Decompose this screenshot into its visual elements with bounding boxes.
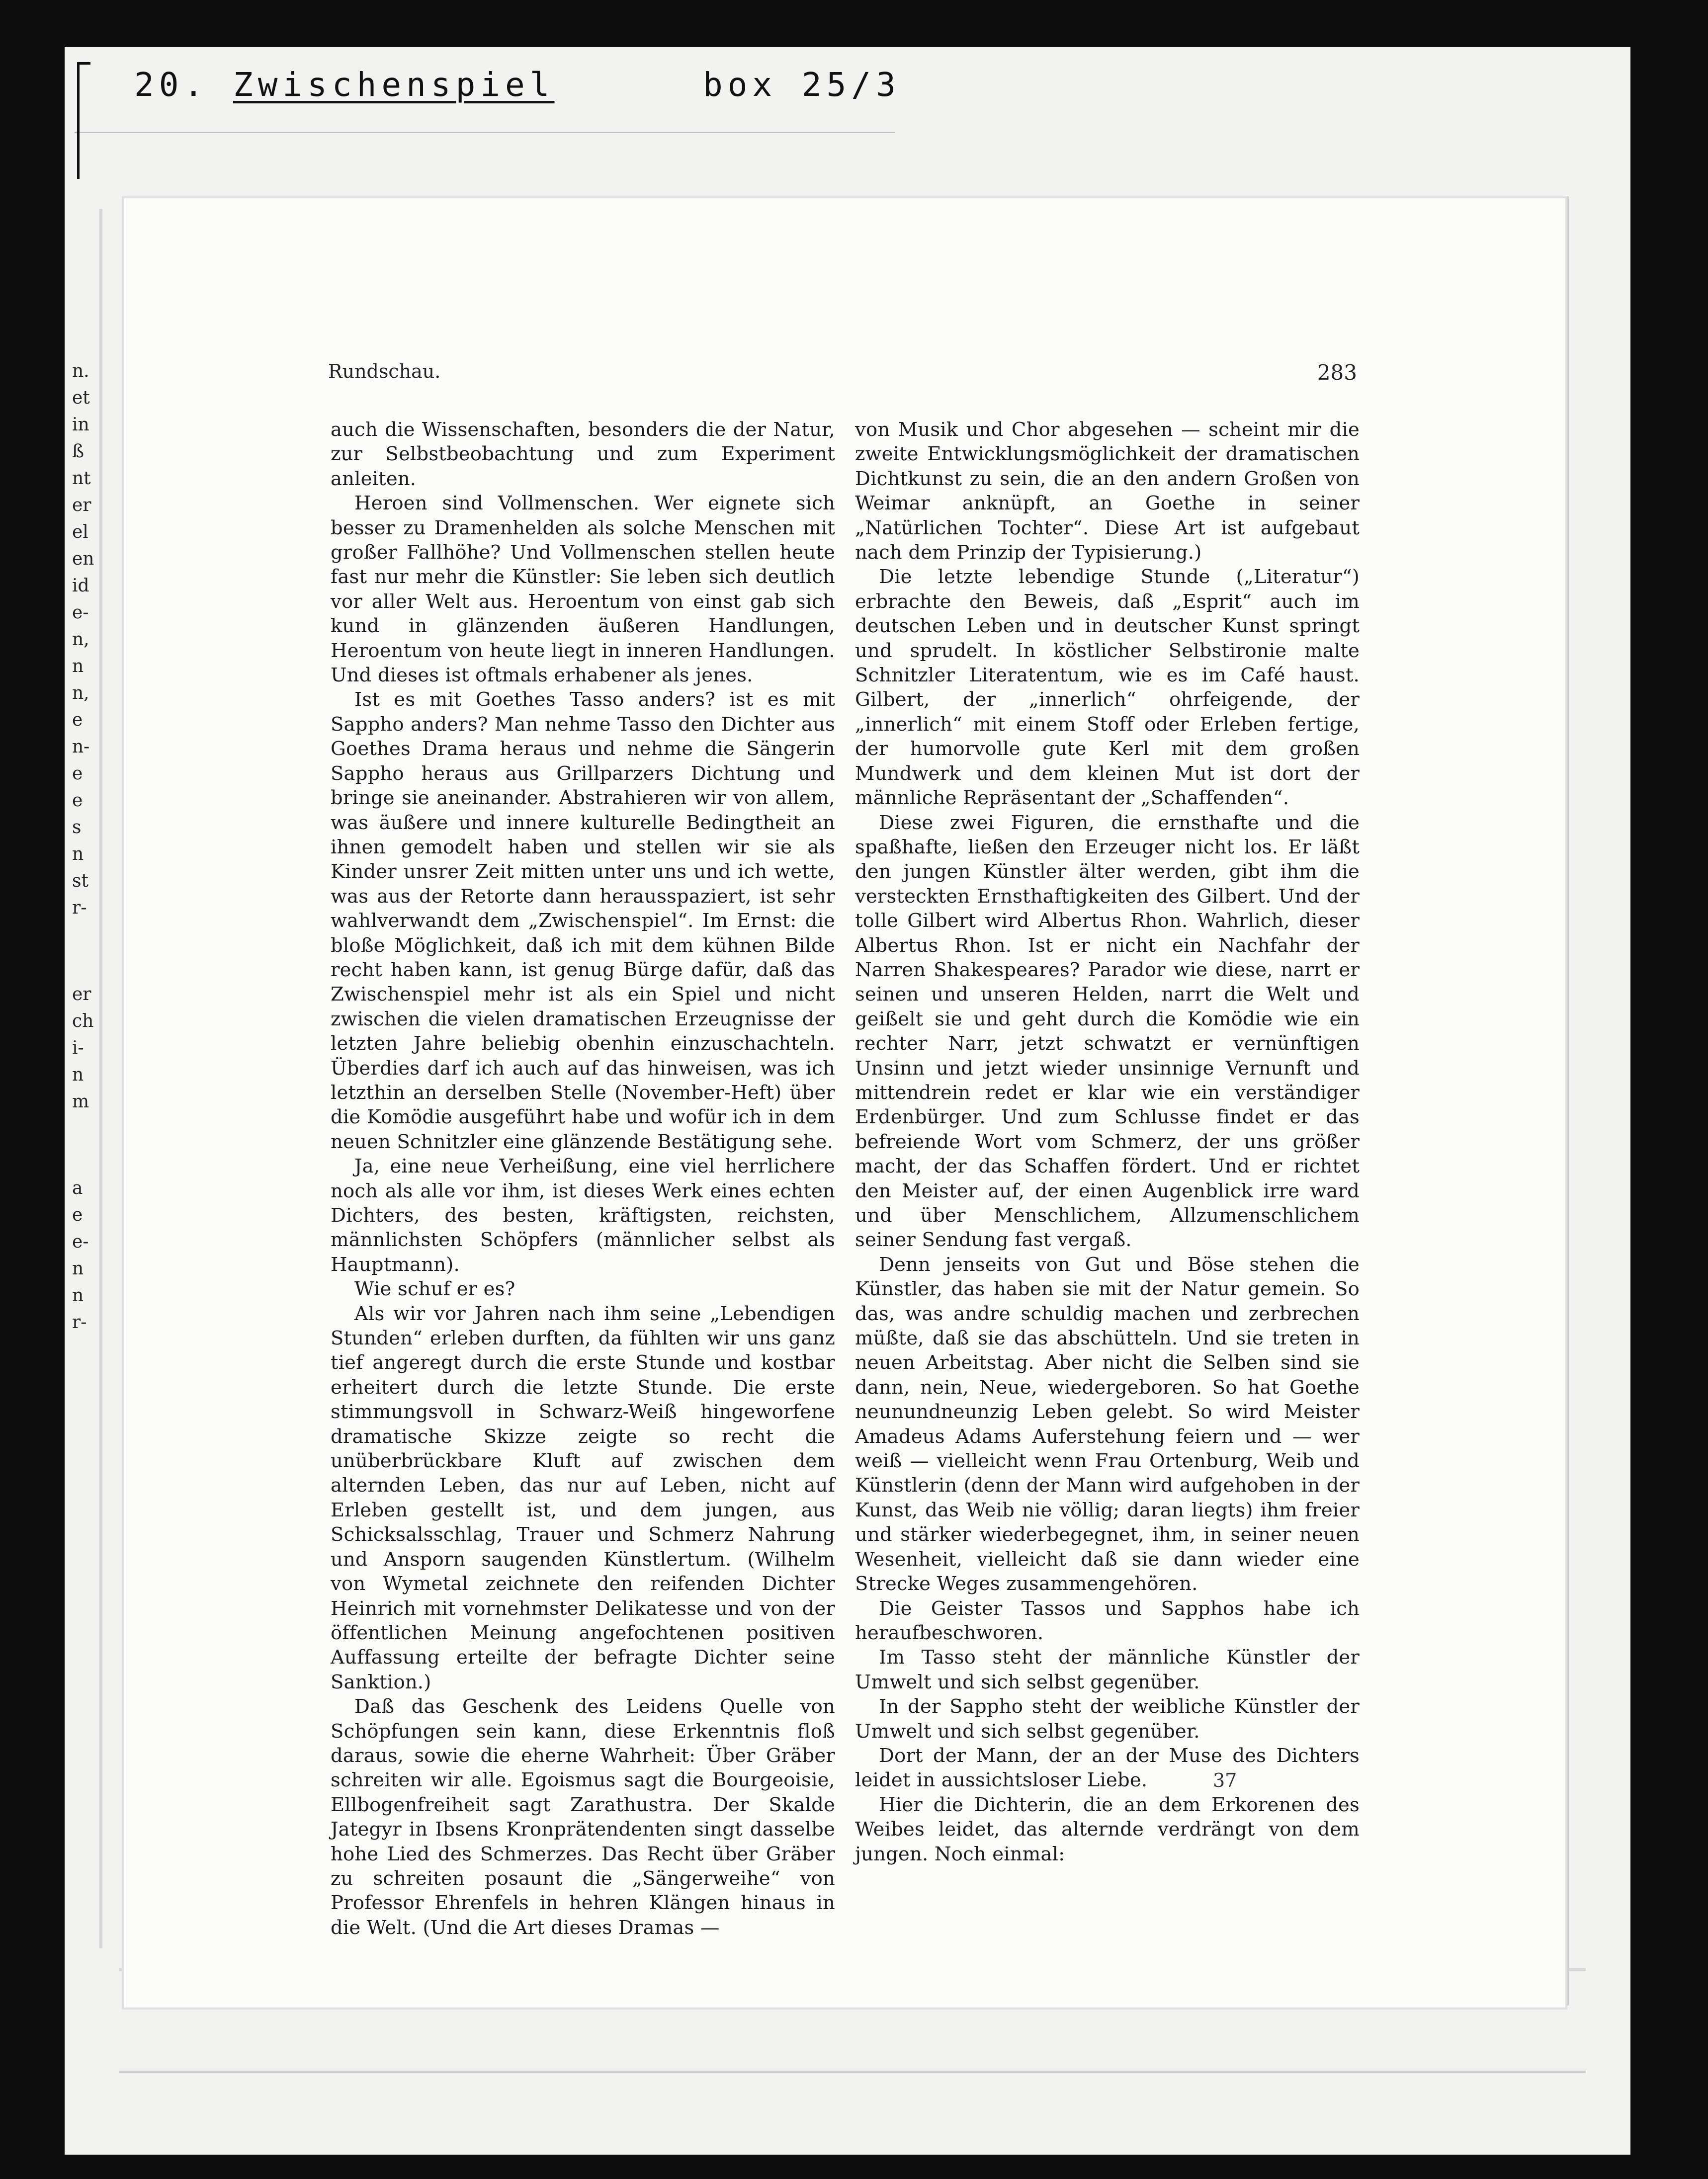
paragraph: Denn jenseits von Gut und Böse stehen die Künstler, das haben sie mit der Natur gemein. So das, was andre schuldig machen und zerbrechen müßte, daß sie das abschütteln. Und sie treten in neuen Arbeitstag. Aber nicht die Selben sind sie dann, nein, Neue, wiedergeboren. So hat Goethe neunundneunzig Leben gelebt. So wird Meister Amadeus Adams Auferstehung feiern und — wer weiß — vielleicht wenn Frau Ortenburg, Weib und Künstlerin (denn der Mann wird aufgehoben in der Kunst, das Weib nie völlig; daran liegts) ihm freier und stärker wiederbegegnet, ihm, in seiner neuen Wesenheit, vielleicht daß sie dann wieder eine Strecke Weges zusammengehören. [855,1253,1360,1595]
archive-label [134,66,901,104]
margin-fragment: r- [72,898,87,918]
paragraph: Ja, eine neue Verheißung, eine viel herrlichere noch als alle vor ihm, ist dieses Werk eines echten Dichters, des besten, kräftigsten, reichsten, männlichsten Schöpfers (männlicher selbst als Hauptmann). [331,1155,835,1276]
paragraph: auch die Wissenschaften, besonders die der Natur, zur Selbstbeobachtung und zum Experiment anleiten. [331,419,835,490]
margin-fragment: er [72,984,91,1005]
paragraph: Im Tasso steht der männliche Künstler der Umwelt und sich selbst gegenüber. [855,1646,1360,1693]
margin-fragment: n. [72,361,89,381]
margin-fragment: n [72,1258,84,1279]
margin-fragment: id [72,576,89,596]
text-column-left [331,418,835,1940]
margin-fragment: e [72,1205,83,1225]
page-header [328,360,1357,390]
margin-fragment [72,1115,92,1175]
paragraph: Dort der Mann, der an der Muse des Dichters leidet in aussichtsloser Liebe. [855,1744,1360,1792]
paragraph: In der Sappho steht der weibliche Künstler der Umwelt und sich selbst gegenüber. [855,1695,1360,1743]
margin-fragment: st [72,871,88,891]
margin-fragment: in [72,415,89,435]
paragraph: Die Geister Tassos und Sapphos habe ich heraufbeschworen. [855,1597,1360,1644]
archive-box: box 25/3 [702,66,901,104]
paragraph: von Musik und Chor abgesehen — scheint mir die zweite Entwicklungsmöglichkeit der dramatischen Dichtkunst zu sein, die an den andern Großen von Weimar anknüpft, an Goethe in seiner „Natürlichen Tochter“. Diese Art ist aufgebaut nach dem Prinzip der Typisierung.) [855,419,1360,564]
paragraph: Diese zwei Figuren, die ernsthafte und die spaßhafte, ließen den Erzeuger nicht los. Er läßt den jungen Künstler älter werden, gibt ihm die versteckten Ernsthaftigkeiten des Gilbert. Und der tolle Gilbert wird Albertus Rhon. Wahrlich, dieser Albertus Rhon. Ist er nicht ein Nachfahr der Narren Shakespeares? Parador wie diese, narrt er seinen und unseren Helden, narrt die Welt und geißelt sie und geht durch die Komödie wie ein rechter Narr, jetzt schwatzt er vernünftigen Unsinn und jetzt wieder unsinnige Vernunft und mittendrein redet er klar wie ein verständiger Erdenbürger. Und zum Schlusse findet er das befreiende Wort vom Schmerz, der uns größer macht, der das Schaffen fördert. Und er richtet den Meister auf, der einen Augenblick irre ward und über Menschlichem, Allzumenschlichem seiner Sendung fast vergaß. [855,811,1360,1252]
margin-fragment: e- [72,602,89,623]
margin-fragment: e [72,763,83,784]
margin-fragment: n, [72,629,89,650]
paragraph: Ist es mit Goethes Tasso anders? ist es mit Sappho anders? Man nehme Tasso den Dichter aus Goethes Drama heraus und nehme die Sängerin Sappho heraus aus Grillparzers Dichtung und bringe sie aneinander. Abstrahieren wir von allem, was äußere und innere kulturelle Bedingtheit an ihnen gemodelt haben und stellen wir sie als Kinder unsrer Zeit mitten unter uns und ich wette, was aus der Retorte dann herausspaziert, ist sehr wahlverwandt dem „Zwischenspiel“. Im Ernst: die bloße Möglichkeit, daß ich mit dem kühnen Bilde recht haben kann, ist genug Bürge dafür, daß das Zwischenspiel mehr ist als ein Spiel und nicht zwischen die vielen dramatischen Erzeugnisse der letzten Jahre beliebig obenhin einzuschachteln. Überdies darf ich auch auf das hinweisen, was ich letzthin an derselben Stelle (November-Heft) über die Komödie ausgeführt habe und wofür ich in dem neuen Schnitzler eine glänzende Bestätigung sehe. [331,688,835,1153]
page-number: 283 [1317,360,1357,385]
printer-signature: 37 [1213,1769,1237,1791]
margin-fragment: et [72,388,90,408]
margin-fragment: a [72,1178,83,1198]
margin-fragment: m [72,1091,89,1112]
running-head: Rundschau. [328,360,441,382]
archive-number: 20. [134,66,209,104]
margin-fragment: n- [72,737,90,757]
margin-fragment: er [72,495,91,515]
margin-fragment: i- [72,1038,84,1058]
paragraph: Hier die Dichterin, die an dem Erkorenen des Weibes leidet, das alternde verdrängt von dem jungen. Noch einmal: [855,1793,1360,1865]
margin-fragment: nt [72,468,91,489]
margin-fragment: s [72,817,82,838]
text-column-right [855,418,1360,1866]
margin-fragment: e- [72,1232,89,1252]
paragraph: Wie schuf er es? [354,1278,515,1301]
archive-title: Zwischenspiel [233,66,555,104]
paragraph: Als wir vor Jahren nach ihm seine „Lebendigen Stunden“ erleben durften, da fühlten wir uns ganz tief angeregt durch die erste Stunde und kostbar erheitert durch die letzte Stunde. Die erste stimmungsvoll in Schwarz-Weiß hingeworfene dramatische Skizze zeigte so recht die unüberbrückbare Kluft auf zwischen dem alternden Leben, das nur auf Leben, nicht auf Erleben gestellt ist, und dem jungen, aus Schicksalsschlag, Trauer und Schmerz Nahrung und Ansporn saugenden Künstlertum. (Wilhelm von Wymetal zeichnete den reifenden Dichter Heinrich mit vornehmster Delikatesse und von der öffentlichen Meinung angefochtenen positiven Auffassung erteilte der befragte Dichter seine Sanktion.) [331,1302,835,1693]
corner-bracket [77,62,90,179]
margin-fragment: el [72,522,88,542]
margin-fragment: n [72,844,84,864]
margin-fragment: e [72,790,83,811]
paragraph: Daß das Geschenk des Leidens Quelle von Schöpfungen sein kann, diese Erkenntnis floß daraus, sowie die eherne Wahrheit: Über Gräber schreiten wir alle. Egoismus sagt die Bourgeoisie, Ellbogenfreiheit sagt Zarathustra. Der Skalde Jategyr in Ibsens Kronprätendenten singt dasselbe hohe Lied des Schmerzes. Das Recht über Gräber zu schreiten posaunt die „Sängerweihe“ von Professor Ehrenfels in hehren Klängen hinaus in die Welt. (Und die Art dieses Dramas — [331,1695,835,1939]
margin-fragments [72,358,92,1336]
paragraph: Die letzte lebendige Stunde („Literatur“) erbrachte den Beweis, daß „Esprit“ auch im deutschen Leben und in deutscher Kunst springt und sprudelt. In köstlicher Selbstironie malte Schnitzler Literatentum, wie es im Café haust. Gilbert, der „innerlich“ ohrfeigende, der „innerlich“ mit einem Stoff oder Erleben fertige, der humorvolle gute Kerl mit dem großen Mundwerk und dem kleinen Mut ist dort der männliche Repräsentant der „Schaffenden“. [855,566,1360,810]
margin-fragment: n [72,1285,84,1306]
margin-fragment: ch [72,1011,94,1031]
margin-fragment: n, [72,683,89,703]
margin-fragment: e [72,710,83,730]
margin-fragment: n [72,1065,84,1085]
margin-fragment: en [72,549,94,569]
margin-fragment: n [72,656,84,676]
margin-fragment: r- [72,1312,87,1333]
margin-fragment [72,922,92,981]
margin-fragment: ß [72,441,85,462]
paragraph: Heroen sind Vollmenschen. Wer eignete sich besser zu Dramenhelden als solche Menschen mit großer Fallhöhe? Und Vollmenschen stellen heute fast nur mehr die Künstler: Sie leben sich deutlich vor aller Welt aus. Heroentum von einst gab sich kund in glänzenden äußeren Handlungen, Heroentum von heute liegt in inneren Handlungen. Und dieses ist oftmals erhabener als jenes. [331,492,835,687]
